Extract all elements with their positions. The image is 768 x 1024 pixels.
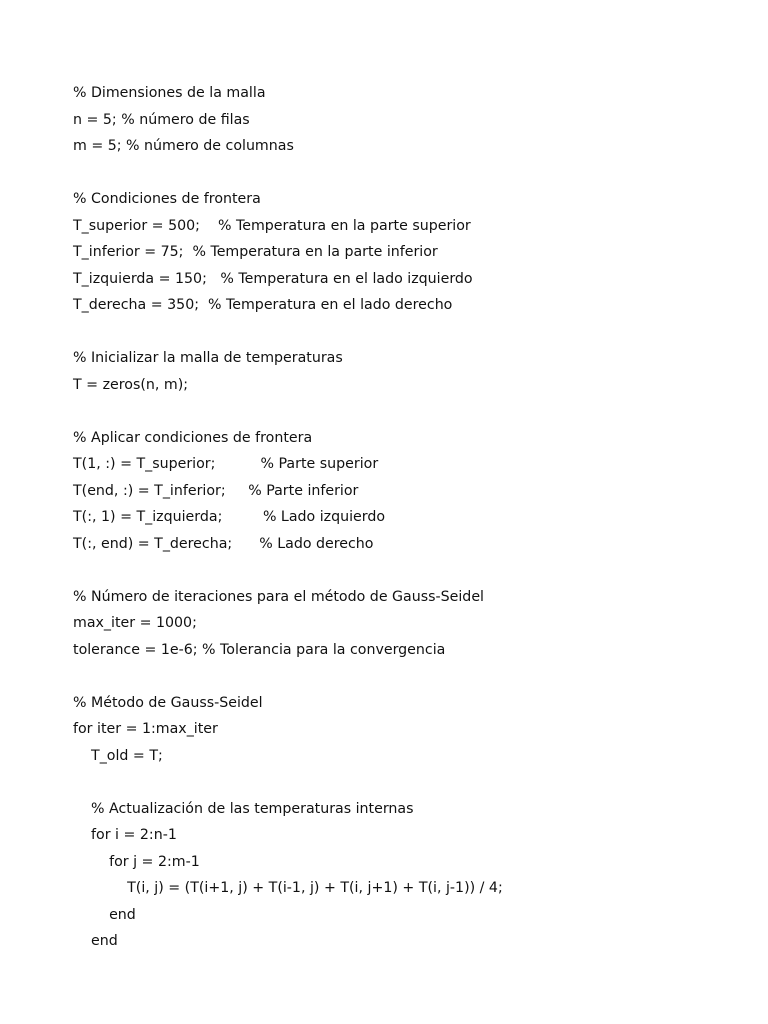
- code-line: [73, 319, 503, 346]
- code-line: for j = 2:m-1: [73, 853, 200, 870]
- code-line: T_derecha = 350; % Temperatura en el lado derecho: [73, 297, 453, 313]
- code-line: [73, 398, 503, 425]
- code-line: T(:, end) = T_derecha; % Lado derecho: [73, 535, 374, 552]
- code-line: % Dimensiones de la malla: [73, 85, 266, 101]
- code-line: end: [73, 933, 118, 949]
- code-line: T_inferior = 75; % Temperatura en la parte inferior: [73, 244, 438, 260]
- code-line: T = zeros(n, m);: [73, 376, 189, 393]
- code-line: max_iter = 1000;: [73, 615, 197, 631]
- code-line: % Aplicar condiciones de frontera: [73, 429, 313, 446]
- code-line: for i = 2:n-1: [73, 827, 177, 843]
- code-line: m = 5; % número de columnas: [73, 138, 294, 154]
- code-listing: [73, 80, 503, 955]
- code-line: % Condiciones de frontera: [73, 191, 261, 207]
- code-line: T(:, 1) = T_izquierda; % Lado izquierdo: [73, 509, 386, 525]
- code-line: [73, 160, 503, 187]
- code-line: [73, 557, 503, 584]
- code-line: T_izquierda = 150; % Temperatura en el lado izquierdo: [73, 270, 473, 287]
- code-line: % Método de Gauss-Seidel: [73, 694, 263, 711]
- code-line: % Número de iteraciones para el método de Gauss-Seidel: [73, 588, 484, 605]
- code-line: % Actualización de las temperaturas internas: [73, 800, 414, 817]
- code-line: T_old = T;: [73, 747, 163, 764]
- code-line: T(1, :) = T_superior; % Parte superior: [73, 456, 379, 472]
- code-line: for iter = 1:max_iter: [73, 721, 218, 737]
- code-line: tolerance = 1e-6; % Tolerancia para la convergencia: [73, 641, 446, 658]
- code-line: [73, 663, 503, 690]
- code-line: [73, 769, 503, 796]
- code-line: n = 5; % número de filas: [73, 111, 250, 128]
- code-line: end: [73, 906, 136, 923]
- code-line: % Inicializar la malla de temperaturas: [73, 350, 343, 366]
- code-line: T_superior = 500; % Temperatura en la parte superior: [73, 217, 471, 234]
- code-line: T(i, j) = (T(i+1, j) + T(i-1, j) + T(i, j+1) + T(i, j-1)) / 4;: [73, 880, 503, 896]
- code-line: T(end, :) = T_inferior; % Parte inferior: [73, 482, 359, 499]
